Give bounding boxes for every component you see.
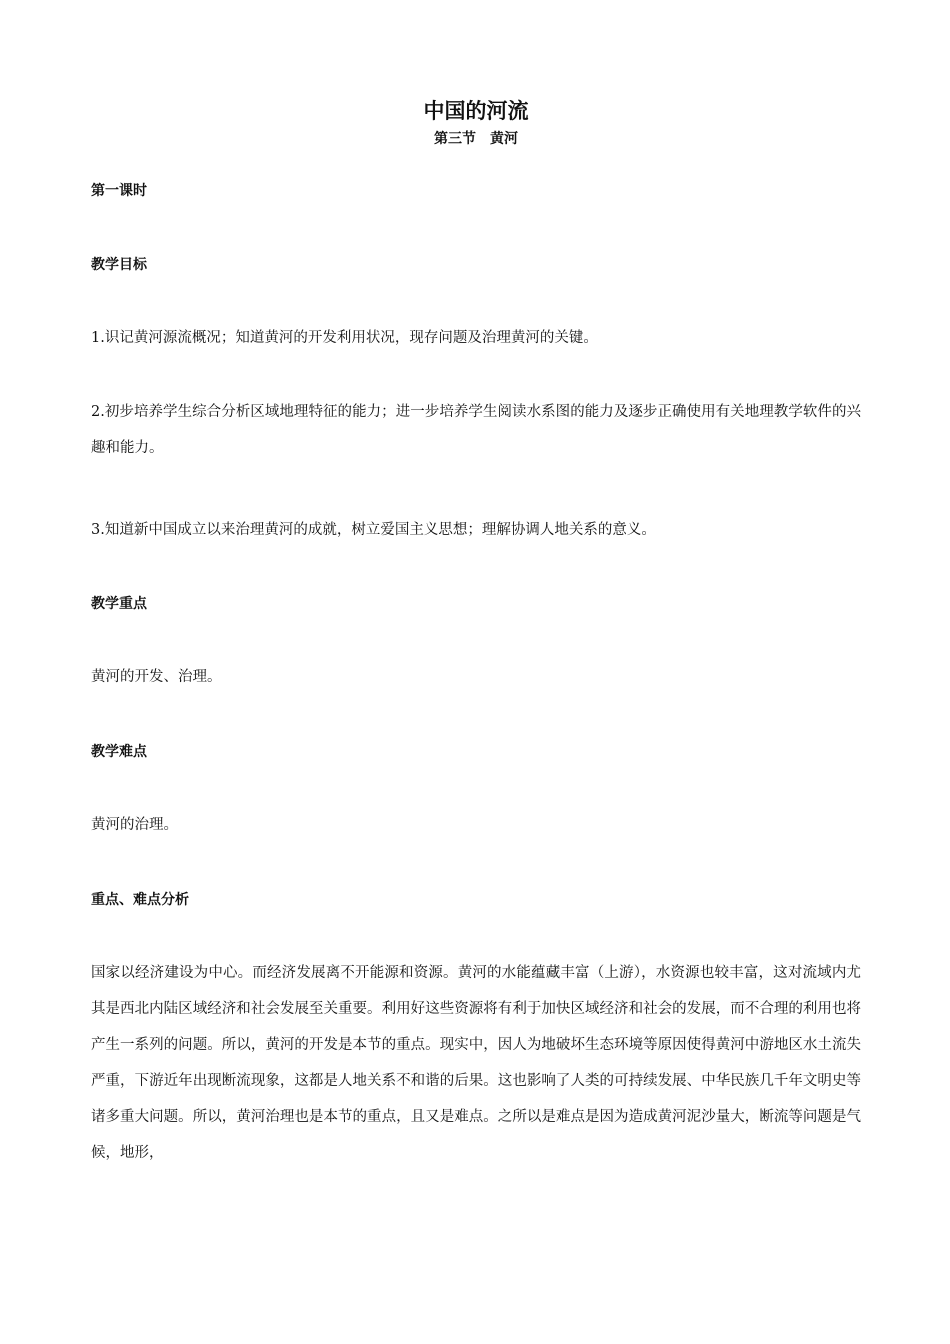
objective-item-3: 3.知道新中国成立以来治理黄河的成就，树立爱国主义思想；理解协调人地关系的意义。 [91, 522, 656, 538]
document-title: 中国的河流 [423, 99, 529, 123]
objective-item-1: 1.识记黄河源流概况；知道黄河的开发利用状况，现存问题及治理黄河的关键。 [91, 330, 598, 346]
key-points-text: 黄河的开发、治理。 [91, 669, 222, 685]
document-subtitle: 第三节 黄河 [434, 131, 518, 147]
difficulties-text: 黄河的治理。 [91, 817, 178, 833]
analysis-heading: 重点、难点分析 [91, 892, 189, 908]
key-points-heading: 教学重点 [91, 596, 147, 612]
objective-item-2: 2.初步培养学生综合分析区域地理特征的能力；进一步培养学生阅读水系图的能力及逐步正确使用有关地理教学软件的兴趣和能力。 [91, 404, 861, 456]
analysis-text: 国家以经济建设为中心。而经济发展离不开能源和资源。黄河的水能蕴藏丰富（上游），水资源也较丰富，这对流域内尤其是西北内陆区域经济和社会发展至关重要。利用好这些资源将有利于加快区域经济和社会的发展，而不合理的利用也将产生一系列的问题。所以，黄河的开发是本节的重点。现实中，因人为地破坏生态环境等原因使得黄河中游地区水土流失严重，下游近年出现断流现象，这都是人地关系不和谐的后果。这也影响了人类的可持续发展、中华民族几千年文明史等诸多重大问题。所以，黄河治理也是本节的重点，且又是难点。之所以是难点是因为造成黄河泥沙量大，断流等问题是气候，地形， [91, 965, 861, 1161]
lesson-heading: 第一课时 [91, 183, 147, 199]
difficulties-heading: 教学难点 [91, 744, 147, 760]
objectives-heading: 教学目标 [91, 257, 147, 273]
